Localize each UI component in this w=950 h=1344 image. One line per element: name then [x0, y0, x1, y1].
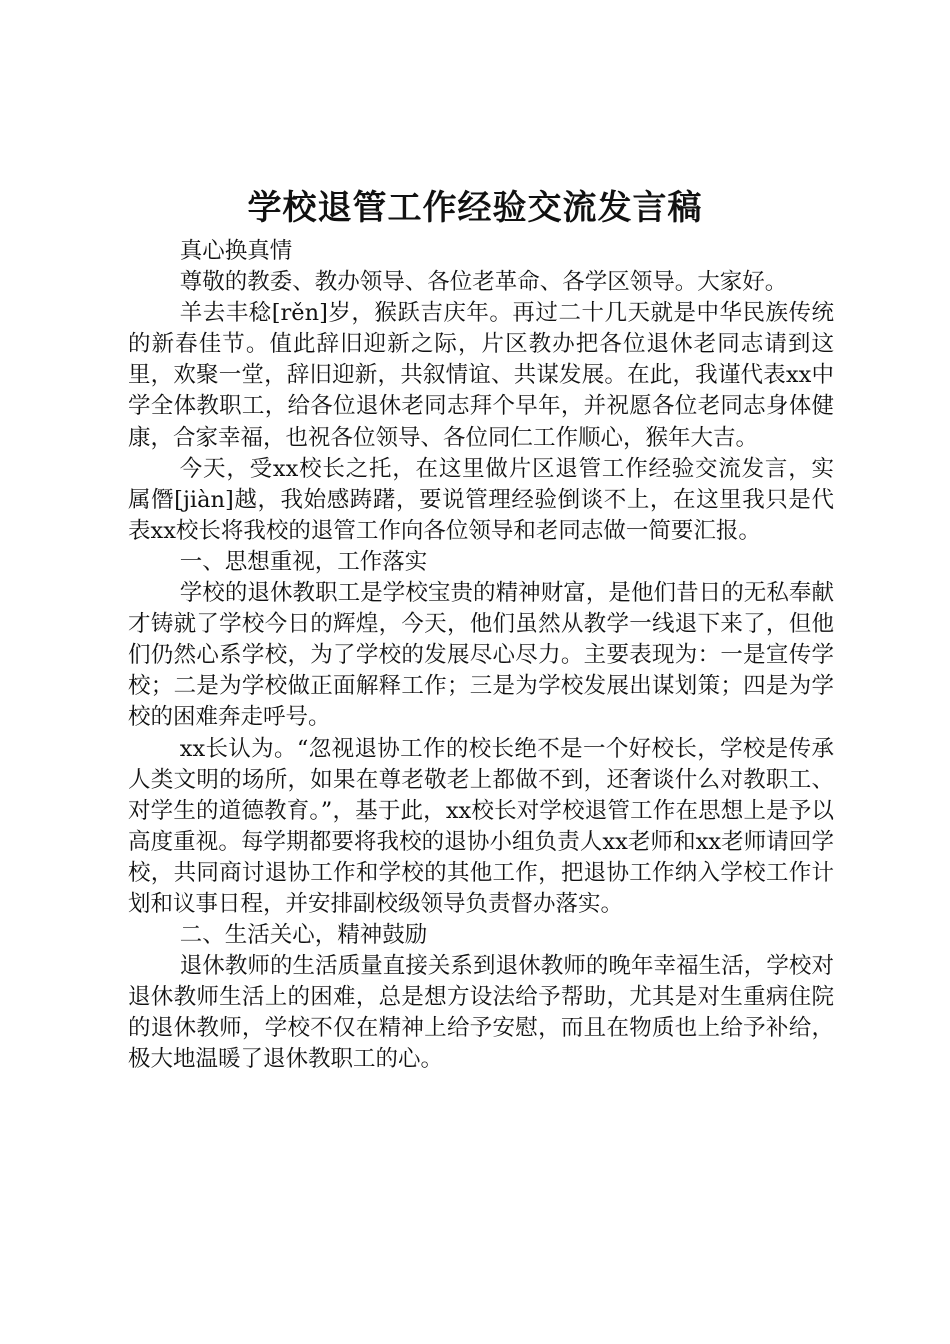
- paragraph-section-1-b: xx长认为。“忽视退协工作的校长绝不是一个好校长，学校是传承人类文明的场所，如果在尊老敬老上都做不到，还奢谈什么对教职工、对学生的道德教育。”，基于此，xx校长对学校退管工作在思想上是予以高度重视。每学期都要将我校的退协小组负责人xx老师和xx老师请回学校，共同商讨退协工作和学校的其他工作，把退协工作纳入学校工作计划和议事日程，并安排副校级领导负责督办落实。: [128, 735, 834, 917]
- paragraph-greeting: 羊去丰稔[rěn]岁，猴跃吉庆年。再过二十几天就是中华民族传统的新春佳节。值此辞旧迎新之际，片区教办把各位退休老同志请到这里，欢聚一堂，辞旧迎新，共叙情谊、共谋发展。在此，我谨代表xx中学全体教职工，给各位退休老同志拜个早年，并祝愿各位老同志身体健康，合家幸福，也祝各位领导、各位同仁工作顺心，猴年大吉。: [128, 300, 834, 451]
- document-title: 学校退管工作经验交流发言稿: [247, 188, 703, 228]
- paragraph-subtitle: 真心换真情: [179, 238, 293, 264]
- paragraph-section-2-a: 退休教师的生活质量直接关系到退休教师的晚年幸福生活，学校对退休教师生活上的困难，总是想方设法给予帮助，尤其是对生重病住院的退休教师，学校不仅在精神上给予安慰，而且在物质也上给予补给，极大地温暖了退休教职工的心。: [128, 953, 834, 1073]
- paragraph-section-1-a: 学校的退休教职工是学校宝贵的精神财富，是他们昔日的无私奉献才铸就了学校今日的辉煌，今天，他们虽然从教学一线退下来了，但他们仍然心系学校，为了学校的发展尽心尽力。主要表现为：一是宣传学校；二是为学校做正面解释工作；三是为学校发展出谋划策；四是为学校的困难奔走呼号。: [128, 580, 834, 731]
- section-heading-1: 一、思想重视，工作落实: [179, 548, 428, 575]
- paragraph-introduction: 今天，受xx校长之托，在这里做片区退管工作经验交流发言，实属僭[jiàn]越，我始感踌躇，要说管理经验倒谈不上，在这里我只是代表xx校长将我校的退管工作向各位领导和老同志做一简要汇报。: [128, 455, 834, 544]
- paragraph-salutation: 尊敬的教委、教办领导、各位老革命、各学区领导。大家好。: [179, 269, 788, 296]
- section-heading-2: 二、生活关心，精神鼓励: [179, 922, 428, 949]
- document-body: [128, 236, 834, 1076]
